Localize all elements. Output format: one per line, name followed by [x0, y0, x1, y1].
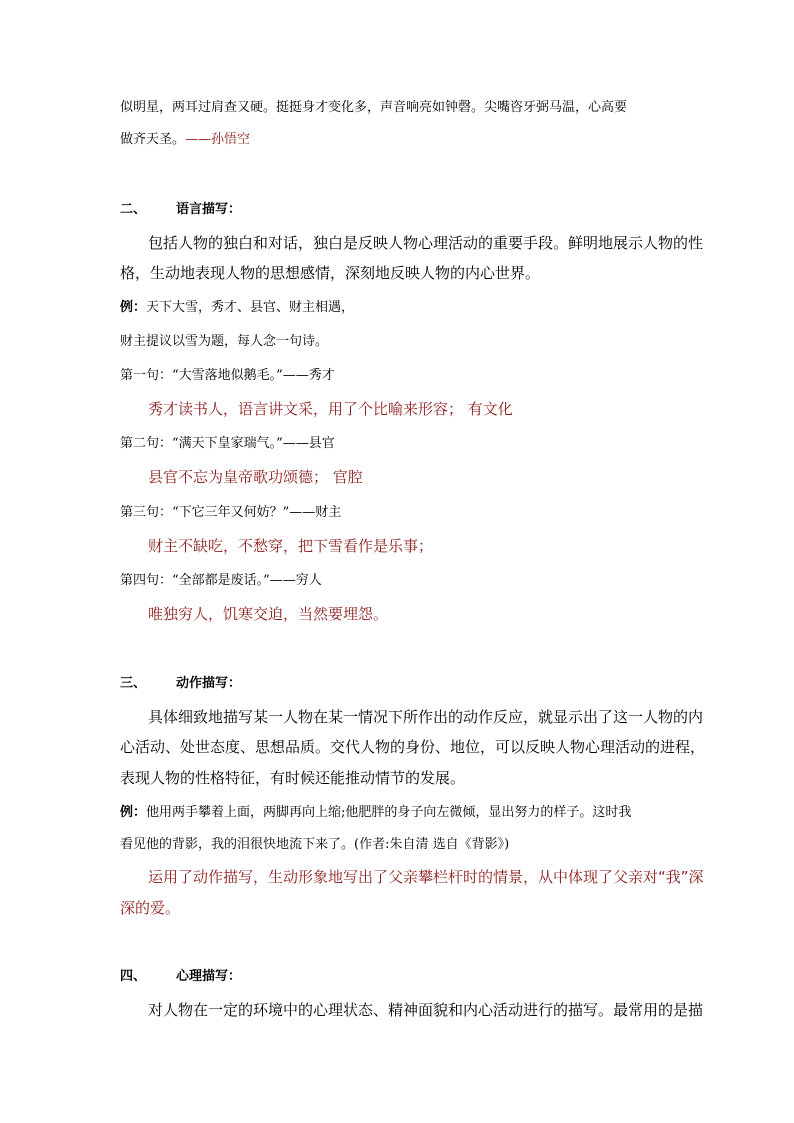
section-2-example-line-2: 财主提议以雪为题，每人念一句诗。	[120, 334, 329, 349]
verse-2-comment: 县官不忘为皇帝歌功颂德； 官腔	[148, 468, 363, 486]
example-label: 例：	[120, 805, 147, 820]
example-text: 他用两手攀着上面，两脚再向上缩;他肥胖的身子向左微倾，显出努力的样子。这时我	[146, 805, 632, 820]
section-3-comment-line-2: 深的爱。	[120, 899, 181, 917]
verse-1-comment: 秀才读书人，语言讲文采，用了个比喻来形容； 有文化	[148, 400, 513, 418]
verse-3: 第三句：“下它三年又何妨？”——财主	[120, 505, 342, 520]
section-3-desc-line-3: 表现人物的性格特征，有时候还能推动情节的发展。	[120, 769, 466, 787]
verse-4-comment: 唯独穷人，饥寒交迫，当然要埋怨。	[148, 605, 389, 623]
section-2-example-line-1	[120, 296, 354, 315]
section-3-title: 动作描写：	[176, 676, 242, 691]
poem-line-1: 似明星，两耳过肩查又硬。挺挺身才变化多，声音响亮如钟磬。尖嘴咨牙弼马温，心高要	[120, 100, 628, 115]
poem-character-name: ——孙悟空	[185, 132, 251, 147]
verse-2: 第二句：“满天下皇家瑞气。”——县官	[120, 436, 335, 451]
example-label: 例：	[120, 300, 147, 315]
verse-4: 第四句：“全部都是废话。”——穷人	[120, 573, 322, 588]
section-3-number: 三、	[120, 676, 147, 691]
poem-line-2-text: 做齐天圣。	[120, 132, 186, 147]
section-3-desc-line-2: 心活动、处世态度、思想品质。交代人物的身份、地位，可以反映人物心理活动的进程，	[120, 738, 706, 756]
example-text: 天下大雪，秀才、县官、财主相遇，	[146, 300, 355, 315]
verse-3-comment: 财主不缺吃，不愁穿，把下雪看作是乐事；	[148, 537, 434, 555]
section-2-title: 语言描写：	[176, 202, 242, 217]
section-3-desc-line-1: 具体细致地描写某一人物在某一情况下所作出的动作反应，就显示出了这一人物的内	[148, 708, 704, 726]
section-2-desc-line-2: 格，生动地表现人物的思想感情，深刻地反映人物的内心世界。	[120, 264, 541, 282]
verse-1: 第一句：“大雪落地似鹅毛。”——秀才	[120, 368, 335, 383]
section-3-comment-line-1: 运用了动作描写，生动形象地写出了父亲攀栏杆时的情景，从中体现了父亲对“我”深	[148, 868, 704, 886]
section-4-number: 四、	[120, 969, 147, 984]
poem-line-2	[120, 128, 250, 147]
section-4-title: 心理描写：	[176, 969, 242, 984]
section-2-number: 二、	[120, 202, 147, 217]
section-3-example-line-1	[120, 801, 631, 820]
section-4-desc-line-1: 对人物在一定的环境中的心理状态、精神面貌和内心活动进行的描写。最常用的是描	[148, 1001, 704, 1019]
section-3-example-line-2: 看见他的背影，我的泪很快地流下来了。(作者:朱自清 选自《背影》)	[120, 837, 510, 852]
section-2-desc-line-1: 包括人物的独白和对话，独白是反映人物心理活动的重要手段。鲜明地展示人物的性	[148, 234, 704, 252]
